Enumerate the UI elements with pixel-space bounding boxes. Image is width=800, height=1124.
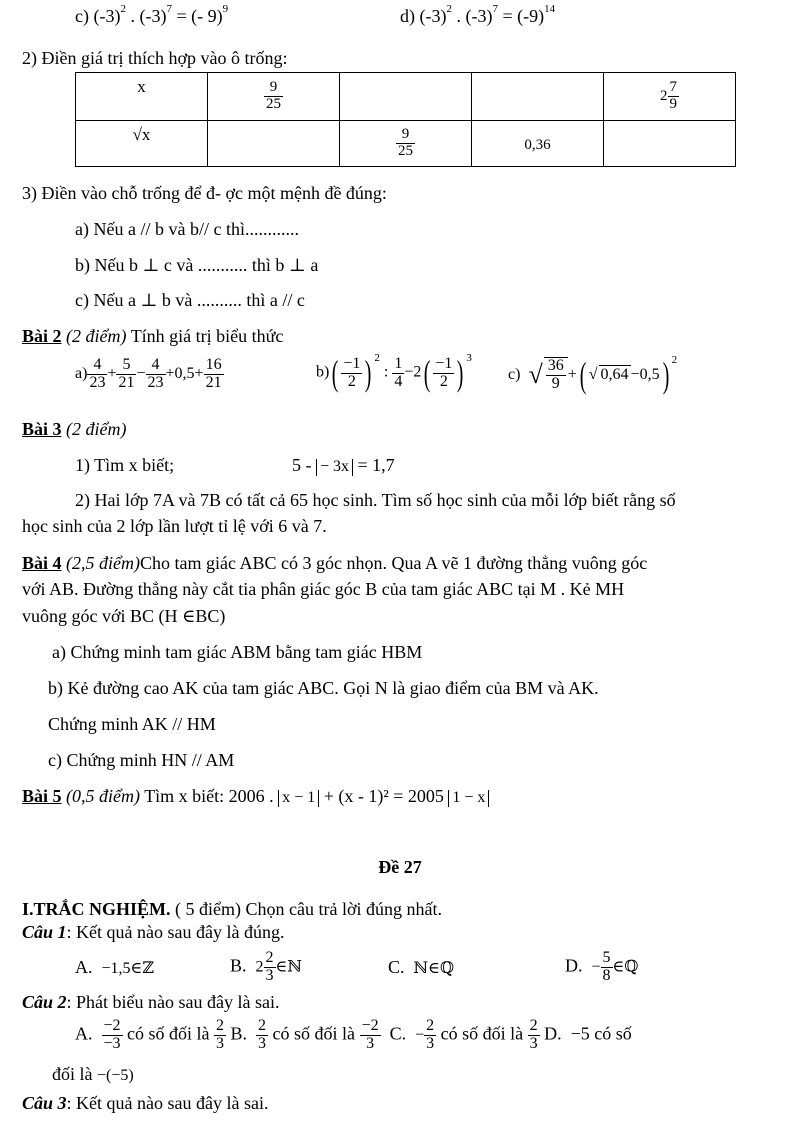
cau1-option-b: B. 2 $\frac{2}{3}$ ∈ℕ	[230, 949, 302, 984]
bai5: Bài 5 (0,5 điểm) Tìm x biết: 2006 . x − 1 + (x - 1)² = 2005 1 − x	[22, 786, 489, 807]
cau1-option-d: D. − $\frac{5}{8}$ ∈ℚ	[565, 949, 639, 984]
option-c: c) $(-3)^2$ . $(-3)^7$ = (- 9)$^9$	[75, 3, 229, 26]
bai4-c: c) Chứng minh HN // AM	[48, 750, 235, 770]
bai2-expr-c: c) √ $\frac{36}{9}$ +( √ 0,64 −0,5) $^2$	[508, 354, 678, 396]
bai3-p1: 1) Tìm x biết;	[75, 455, 175, 475]
bai4-a: a) Chứng minh tam giác ABM bằng tam giác HBM	[52, 642, 423, 662]
cau2-options: A. $\frac{-2}{-3}$ có số đối là $\frac{2}{3}$ B. $\frac{2}{3}$ có số đối là $\frac{-2}{3}$ C. − $\frac{2}{3}$ có số đối là $\frac{2}{3}$ D. −5 có số	[75, 1017, 632, 1052]
bai3-p2-line2: học sinh của 2 lớp lần lượt tỉ lệ với 6 và 7.	[22, 516, 327, 536]
exam-title: Đề 27	[378, 857, 422, 877]
table-cell: $\frac{9}{25}$	[340, 121, 472, 167]
bai3-p2-line1: 2) Hai lớp 7A và 7B có tất cả 65 học sinh. Tìm số học sinh của mỗi lớp biết rằng số	[75, 490, 676, 510]
table-cell	[208, 121, 340, 167]
bai2-expr-b: b)( $\frac{-1}{2}$ ) $^2$ : $\frac{1}{4}$ −2( $\frac{-1}{2}$ ) $^3$	[316, 352, 472, 393]
bai3-p1-expr: 5 - − 3x = 1,7	[292, 455, 395, 475]
table-head-x: x	[76, 73, 208, 121]
q3-c: c) Nếu a ⊥ b và .......... thì a // c	[75, 290, 305, 310]
table-head-sqrt-x: √x	[76, 121, 208, 167]
section-1-heading: I.TRẮC NGHIỆM. ( 5 điểm) Chọn câu trả lời đúng nhất.	[22, 899, 442, 919]
bai4-line2: với AB. Đường thẳng này cắt tia phân giác góc B của tam giác ABC tại M . Kẻ MH	[22, 579, 625, 599]
cau3-heading: Câu 3: Kết quả nào sau đây là sai.	[22, 1093, 269, 1113]
bai4-b: b) Kẻ đường cao AK của tam giác ABC. Gọi N là giao điểm của BM và AK.	[48, 678, 599, 698]
cau2-heading: Câu 2: Phát biểu nào sau đây là sai.	[22, 992, 280, 1012]
bai4-line1: Bài 4 (2,5 điểm)Cho tam giác ABC có 3 góc nhọn. Qua A vẽ 1 đường thẳng vuông góc	[22, 553, 648, 573]
q2-title: 2) Điền giá trị thích hợp vào ô trống:	[22, 48, 288, 68]
bai2-text: Tính giá trị biểu thức	[130, 326, 284, 346]
cau2-option-d-cont: đối là −(−5)	[52, 1064, 134, 1084]
table-cell: $\frac{9}{25}$	[208, 73, 340, 121]
q3-title: 3) Điền vào chỗ trống để đ- ợc một mệnh đề đúng:	[22, 183, 387, 203]
bai2-expr-a: a) $\frac{4}{23}$ + $\frac{5}{21}$ − $\frac{4}{23}$ +0,5+ $\frac{16}{21}$	[75, 356, 222, 391]
bai2-heading	[22, 326, 283, 347]
bai3-heading: Bài 3 (2 điểm)	[22, 419, 127, 439]
q3-b: b) Nếu b ⊥ c và ........... thì b ⊥ a	[75, 255, 319, 275]
bai2-points: (2 điểm)	[66, 326, 127, 346]
cau1-heading: Câu 1: Kết quả nào sau đây là đúng.	[22, 922, 285, 942]
table-cell: 0,36	[472, 121, 604, 167]
table-cell: 2 $\frac{7}{9}$	[604, 73, 736, 121]
q3-a: a) Nếu a // b và b// c thì............	[75, 219, 299, 239]
bai2-label: Bài 2	[22, 326, 62, 346]
bai4-b2: Chứng minh AK // HM	[48, 714, 216, 734]
option-d: d) $(-3)^2$ . $(-3)^7 = (-9)^{14}$	[400, 3, 556, 26]
table-cell	[604, 121, 736, 167]
table-cell	[472, 73, 604, 121]
cau1-option-c: C. ℕ∈ℚ	[388, 957, 454, 977]
value-table	[75, 72, 736, 167]
bai4-line3: vuông góc với BC (H ∈BC)	[22, 606, 226, 626]
table-cell	[340, 73, 472, 121]
cau1-option-a: A. −1,5∈ℤ	[75, 957, 155, 977]
